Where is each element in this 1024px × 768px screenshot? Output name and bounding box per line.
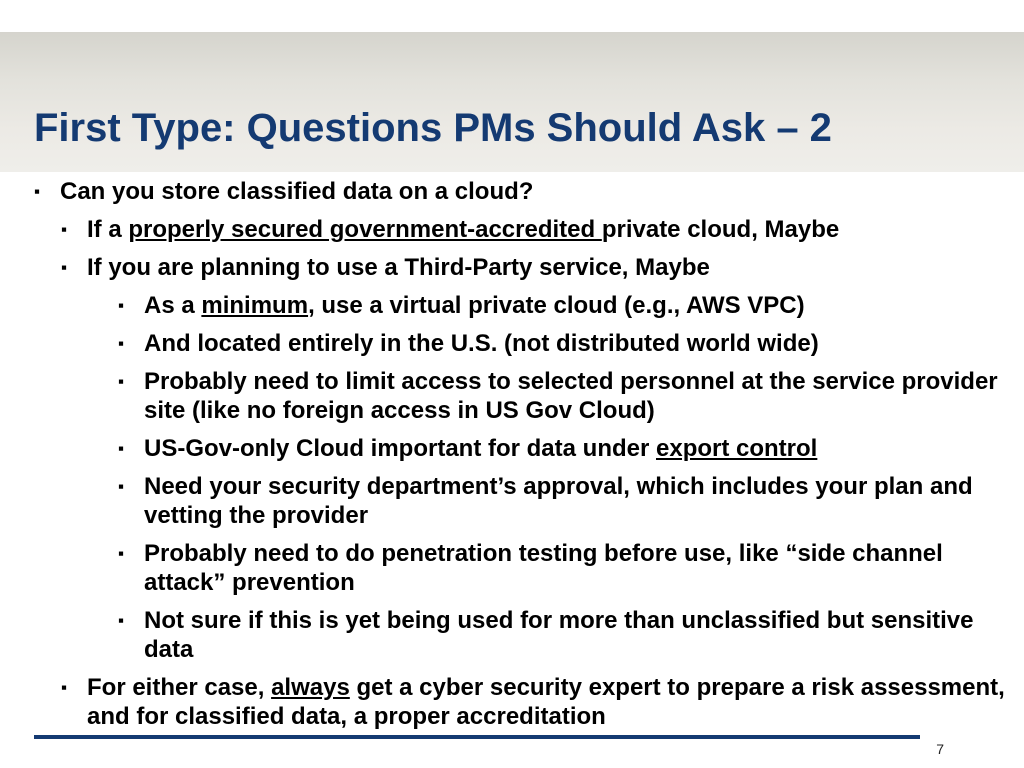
bullet-text (144, 539, 1024, 597)
bullet-text (144, 434, 1024, 463)
square-bullet-icon: ▪ (61, 258, 68, 277)
text-segment: Need your security department’s approval, which includes your plan and vetting the provider (144, 473, 973, 529)
footer-rule (34, 735, 920, 739)
bullet-level-3 (0, 367, 1024, 425)
bullet-level-1 (0, 177, 1024, 206)
square-bullet-icon: ▪ (61, 220, 68, 239)
text-segment: As a (144, 292, 202, 319)
bullet-text (87, 673, 1024, 731)
bullet-text (144, 291, 1024, 320)
square-bullet-icon: ▪ (118, 544, 125, 563)
bullet-level-2 (0, 253, 1024, 282)
square-bullet-icon: ▪ (118, 477, 125, 496)
square-bullet-icon: ▪ (118, 334, 125, 353)
bullet-level-3 (0, 329, 1024, 358)
underlined-phrase: properly secured government-accredited (128, 216, 602, 243)
bullet-text (60, 177, 1024, 206)
bullet-level-3 (0, 606, 1024, 664)
bullet-text (144, 606, 1024, 664)
slide-title: First Type: Questions PMs Should Ask – 2 (34, 106, 832, 150)
square-bullet-icon: ▪ (118, 439, 125, 458)
bullet-text (87, 253, 1024, 282)
underlined-phrase: always (271, 674, 350, 701)
bullet-text (87, 215, 1024, 244)
text-segment: And located entirely in the U.S. (not distributed world wide) (144, 330, 819, 357)
bullet-list (0, 177, 1024, 740)
header-band (0, 32, 1024, 172)
bullet-text (144, 367, 1024, 425)
text-segment: Not sure if this is yet being used for more than unclassified but sensitive data (144, 607, 974, 663)
underlined-phrase: minimum (201, 292, 309, 319)
bullet-level-2 (0, 673, 1024, 731)
bullet-level-3 (0, 539, 1024, 597)
slide-number: 7 (936, 741, 944, 757)
text-segment: , use a virtual private cloud (e.g., AWS VPC) (308, 292, 805, 319)
text-segment: get a cyber security expert to prepare a risk assessment, and for classified data, a proper accreditation (87, 674, 1005, 730)
text-segment: Probably need to do penetration testing before use, like “side channel attack” prevention (144, 540, 943, 596)
bullet-text (144, 329, 1024, 358)
text-segment: For either case, (87, 674, 272, 701)
bullet-level-3 (0, 472, 1024, 530)
bullet-text (144, 472, 1024, 530)
text-segment: Probably need to limit access to selected personnel at the service provider site (like no foreign access in US Gov Cloud) (144, 368, 998, 424)
text-segment: Can you store classified data on a cloud? (60, 178, 534, 205)
square-bullet-icon: ▪ (61, 678, 68, 697)
bullet-level-2 (0, 215, 1024, 244)
text-segment: If you are planning to use a Third-Party service, Maybe (87, 254, 710, 281)
bullet-level-3 (0, 291, 1024, 320)
square-bullet-icon: ▪ (118, 372, 125, 391)
text-segment: If a (87, 216, 129, 243)
bullet-level-3 (0, 434, 1024, 463)
text-segment: US-Gov-only Cloud important for data under (144, 435, 656, 462)
text-segment: private cloud, Maybe (601, 216, 840, 243)
square-bullet-icon: ▪ (118, 296, 125, 315)
underlined-phrase: export control (656, 435, 818, 462)
square-bullet-icon: ▪ (118, 611, 125, 630)
square-bullet-icon: ▪ (34, 182, 41, 201)
